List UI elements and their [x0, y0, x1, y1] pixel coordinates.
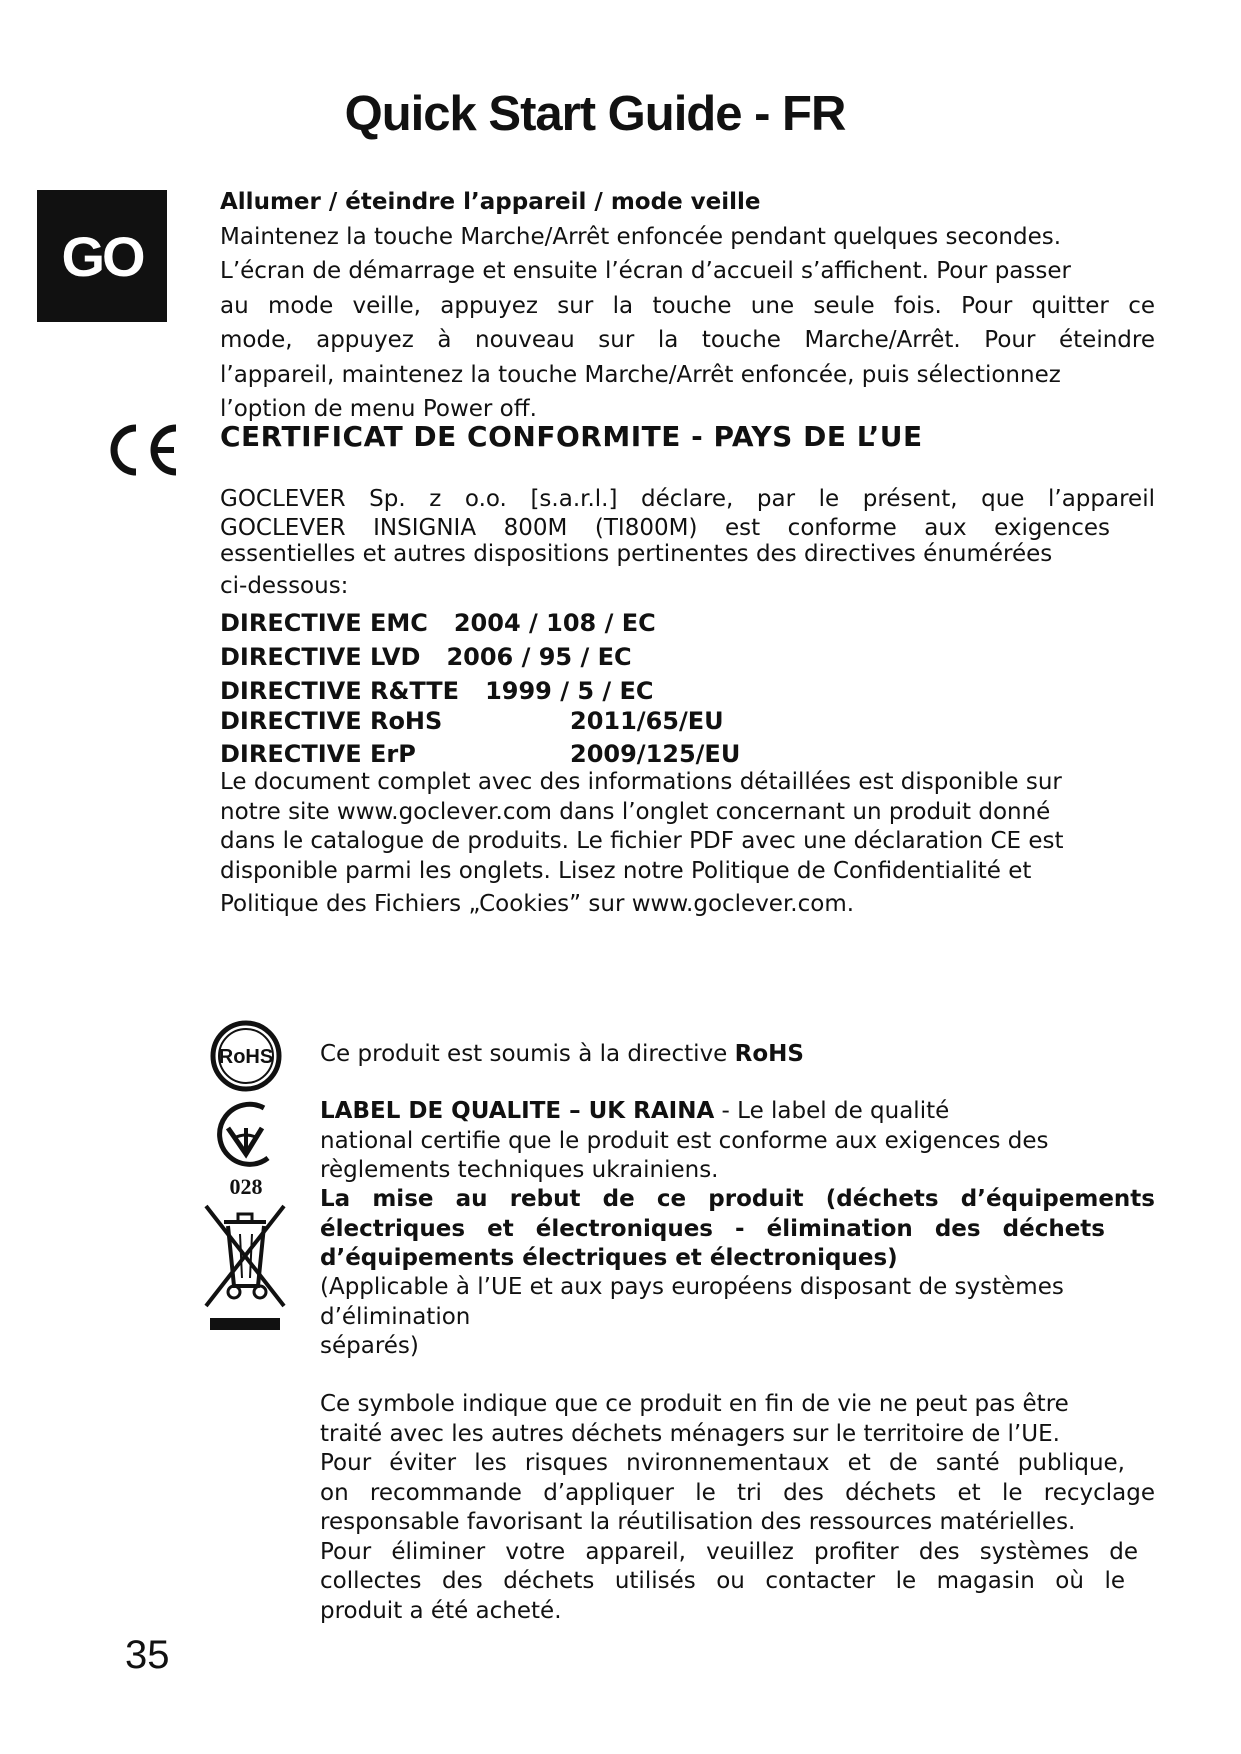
power-line: Maintenez la touche Marche/Arrêt enfoncée pendant quelques secondes.	[220, 223, 1062, 250]
page-title: Quick Start Guide - FR	[344, 87, 846, 141]
directive-value: 1999 / 5 / EC	[485, 677, 654, 705]
closing-line: disponible parmi les onglets. Lisez notre Politique de Confidentialité et	[220, 857, 1032, 884]
directive-list	[220, 608, 1155, 769]
directive-row	[220, 608, 1155, 642]
weee-applicable-line: séparés)	[320, 1333, 419, 1359]
intro-line: ci-dessous:	[220, 573, 349, 599]
weee-body-line: traité avec les autres déchets ménagers sur le territoire de l’UE.	[320, 1420, 1060, 1447]
power-line: mode, appuyez à nouveau sur la touche Marche/Arrêt. Pour éteindre	[220, 327, 1155, 353]
weee-applicable-line: (Applicable à l’UE et aux pays européens disposant de systèmes	[320, 1274, 1064, 1300]
directive-name: DIRECTIVE LVD	[220, 643, 421, 671]
rohs-icon-label: RoHS	[218, 1046, 274, 1068]
intro-line: GOCLEVER INSIGNIA 800M (TI800M) est conforme aux exigences	[220, 515, 1110, 541]
certificate-closing	[220, 768, 1155, 920]
weee-heading-line: d’équipements électriques et électroniques)	[320, 1245, 898, 1271]
directive-row	[220, 676, 1155, 706]
directive-row	[220, 706, 1155, 739]
weee-body-line: produit a été acheté.	[320, 1597, 562, 1624]
directive-name: DIRECTIVE RoHS	[220, 707, 443, 735]
rohs-note-text: Ce produit est soumis à la directive	[320, 1041, 735, 1067]
weee-heading	[320, 1185, 1155, 1274]
closing-line: notre site www.goclever.com dans l’onglet concernant un produit donné	[220, 798, 1051, 825]
power-line: l’appareil, maintenez la touche Marche/Arrêt enfoncée, puis sélectionnez	[220, 361, 1061, 388]
ce-mark-icon	[104, 422, 182, 478]
certificate-intro	[220, 485, 1155, 601]
directive-row	[220, 739, 1155, 769]
power-line: L’écran de démarrage et ensuite l’écran d’accueil s’affichent. Pour passer	[220, 258, 1071, 284]
rohs-icon	[208, 1018, 284, 1094]
intro-line: essentielles et autres dispositions pertinentes des directives énumérées	[220, 541, 1053, 567]
certificate-heading: CERTIFICAT DE CONFORMITE - PAYS DE L’UE	[220, 420, 923, 453]
directive-row	[220, 642, 1155, 676]
weee-body	[320, 1390, 1155, 1626]
directive-value: 2011/65/EU	[570, 707, 724, 735]
rohs-note-bold: RoHS	[734, 1041, 804, 1067]
directive-name: DIRECTIVE R&TTE	[220, 677, 460, 705]
intro-line: GOCLEVER Sp. z o.o. [s.a.r.l.] déclare, par le présent, que l’appareil	[220, 486, 1155, 512]
directive-value: 2004 / 108 / EC	[453, 609, 656, 637]
weee-applicable	[320, 1273, 1155, 1362]
closing-line: Le document complet avec des informations détaillées est disponible sur	[220, 769, 1062, 795]
weee-body-line: responsable favorisant la réutilisation des ressources matérielles.	[320, 1509, 1076, 1535]
ua-quality-icon	[208, 1098, 284, 1198]
weee-body-line: collectes des déchets utilisés ou contacter le magasin où le	[320, 1568, 1125, 1594]
closing-line: dans le catalogue de produits. Le fichier PDF avec une déclaration CE est	[220, 828, 1064, 854]
weee-applicable-line: d’élimination	[320, 1303, 471, 1330]
ua-label-section	[320, 1097, 1155, 1186]
goclever-logo	[37, 190, 167, 322]
logo-text: GO	[61, 224, 143, 288]
weee-body-line: on recommande d’appliquer le tri des déchets et le recyclage	[320, 1479, 1155, 1506]
directive-name: DIRECTIVE EMC	[220, 609, 428, 637]
ua-label-line: national certifie que le produit est conforme aux exigences des	[320, 1127, 1049, 1154]
weee-bin-icon	[200, 1200, 290, 1330]
power-line: l’option de menu Power off.	[220, 396, 537, 422]
weee-body-line: Pour éviter les risques nvironnementaux et de santé publique,	[320, 1450, 1125, 1476]
ua-label-heading: LABEL DE QUALITE – UK RAINA	[320, 1098, 715, 1124]
rohs-note	[320, 1040, 1155, 1070]
ua-label-text: - Le label de qualité	[714, 1098, 950, 1124]
weee-heading-line: électriques et électroniques - élimination des déchets	[320, 1215, 1105, 1242]
directive-name: DIRECTIVE ErP	[220, 740, 416, 768]
directive-value: 2006 / 95 / EC	[446, 643, 632, 671]
power-line: au mode veille, appuyez sur la touche une seule fois. Pour quitter ce	[220, 292, 1155, 319]
weee-body-line: Ce symbole indique que ce produit en fin de vie ne peut pas être	[320, 1391, 1069, 1417]
power-heading: Allumer / éteindre l’appareil / mode veille	[220, 189, 761, 215]
weee-heading-line: La mise au rebut de ce produit (déchets d’équipements	[320, 1186, 1155, 1212]
ua-label-line: règlements techniques ukrainiens.	[320, 1157, 719, 1183]
power-section	[220, 185, 1155, 427]
ua-code: 028	[229, 1174, 263, 1198]
closing-line: Politique des Fichiers „Cookies” sur www.goclever.com.	[220, 891, 855, 917]
certificate-section	[220, 420, 1155, 455]
weee-body-line: Pour éliminer votre appareil, veuillez profiter des systèmes de	[320, 1538, 1138, 1565]
page-number: 35	[125, 1633, 170, 1677]
directive-value: 2009/125/EU	[570, 740, 741, 768]
